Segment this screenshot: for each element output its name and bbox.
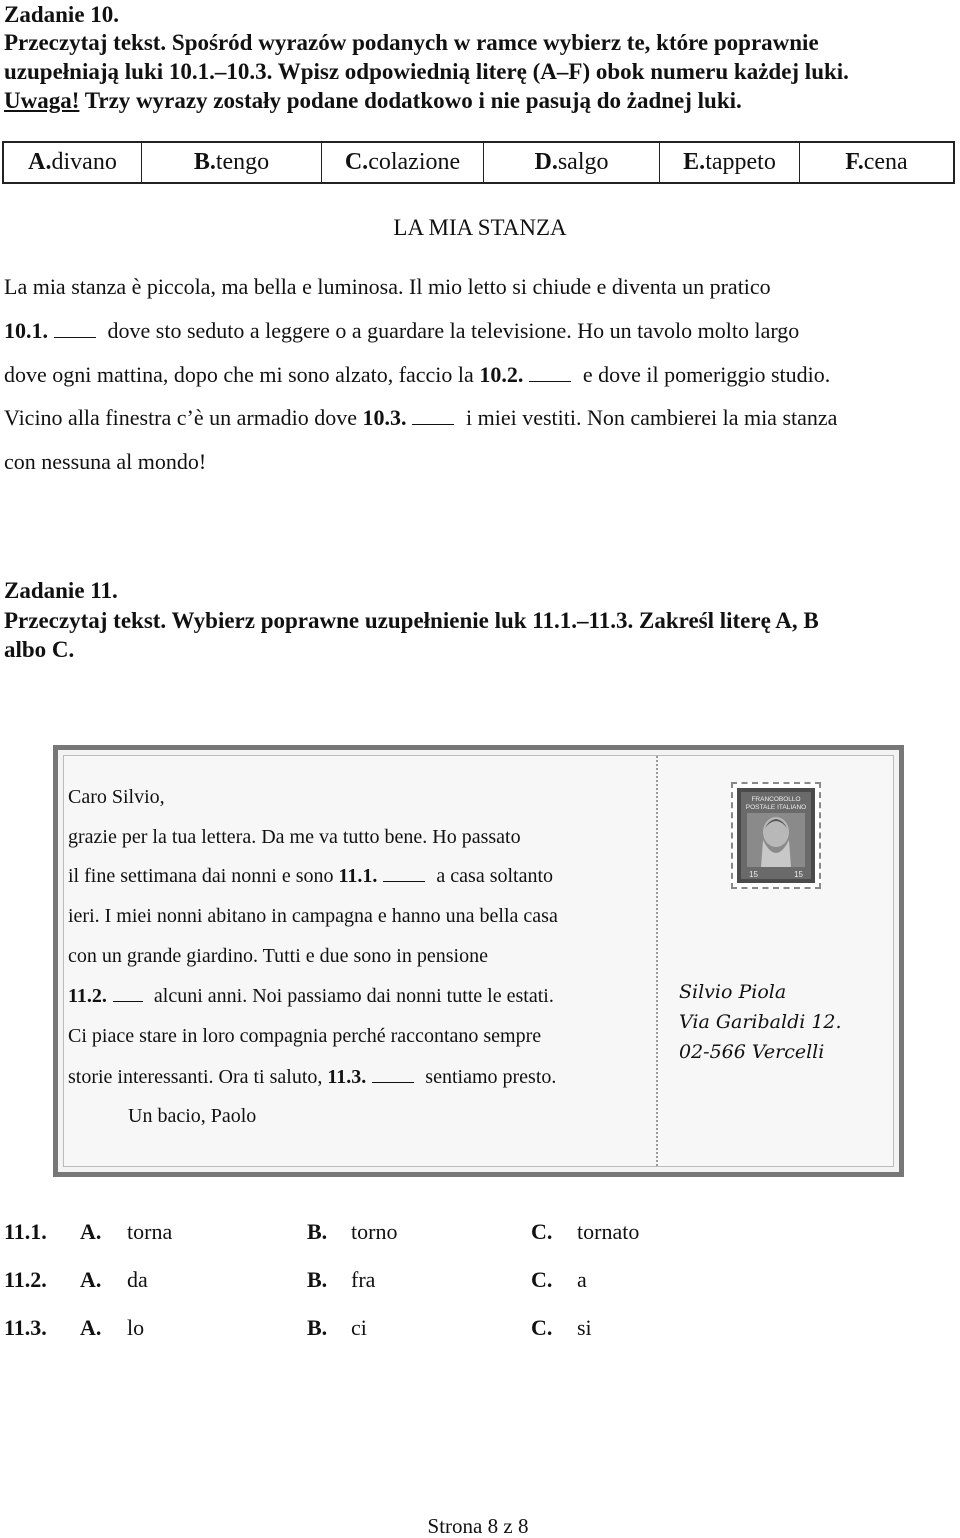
- text-line-3: dove ogni mattina, dopo che mi sono alzato, faccio la 10.2. e dove il pomeriggio studio.: [4, 362, 831, 387]
- stamp-value-right: 15: [794, 870, 803, 879]
- task10-heading: Zadanie 10.: [4, 2, 120, 27]
- text-line-5: con nessuna al mondo!: [4, 449, 207, 474]
- gap-label-10-2: 10.2.: [479, 362, 524, 387]
- text-title: LA MIA STANZA: [393, 215, 567, 240]
- task10-warning: [4, 88, 742, 114]
- option-letter-a: A.: [80, 1219, 102, 1244]
- option-num: 11.2.: [4, 1267, 47, 1292]
- page-footer: Strona 8 z 8: [427, 1514, 529, 1538]
- stamp-image-icon: [733, 784, 819, 887]
- option-letter-c: C.: [531, 1267, 553, 1292]
- letter-line-2: il fine settimana dai nonni e sono 11.1. a casa soltanto: [68, 865, 554, 887]
- stamp-text-line-2: POSTALE ITALIANO: [745, 804, 807, 811]
- option-letter-b: B.: [307, 1267, 328, 1292]
- gap-label-11-2: 11.2.: [68, 985, 107, 1007]
- option-c[interactable]: tornato: [577, 1219, 640, 1244]
- warning-text: Trzy wyrazy zostały podane dodatkowo i nie pasują do żadnej luki.: [79, 88, 742, 113]
- word-option-c: C. colazione: [322, 143, 484, 182]
- option-b[interactable]: torno: [351, 1219, 398, 1244]
- option-num: 11.3.: [4, 1315, 47, 1340]
- gap-11-2[interactable]: [113, 1000, 143, 1002]
- letter-line-7: storie interessanti. Ora ti saluto, 11.3. sentiamo presto.: [68, 1066, 557, 1088]
- option-letter-a: A.: [80, 1267, 102, 1292]
- word-option-f: F. cena: [845, 149, 908, 175]
- letter-line-6: Ci piace stare in loro compagnia perché raccontano sempre: [68, 1025, 542, 1047]
- gap-label-11-3: 11.3.: [327, 1066, 367, 1088]
- task11-instruction-line2: albo C.: [4, 637, 75, 662]
- text-line-1: La mia stanza è piccola, ma bella e luminosa. Il mio letto si chiude e diventa un pratico: [4, 274, 771, 299]
- option-c[interactable]: a: [577, 1267, 587, 1292]
- option-letter-a: A.: [80, 1315, 102, 1340]
- task10-instruction-line1: Przeczytaj tekst. Spośród wyrazów podanych w ramce wybierz te, które poprawnie: [4, 30, 819, 55]
- option-c[interactable]: si: [577, 1315, 592, 1340]
- option-a[interactable]: lo: [127, 1315, 145, 1340]
- letter-line-3: ieri. I miei nonni abitano in campagna e hanno una bella casa: [68, 905, 558, 927]
- gap-label-10-1: 10.1.: [4, 318, 48, 343]
- gap-11-1[interactable]: [383, 880, 425, 882]
- option-letter-b: B.: [307, 1315, 328, 1340]
- task10-instruction-line2: uzupełniają luki 10.1.–10.3. Wpisz odpowiednią literę (A–F) obok numeru każdej luki.: [4, 59, 849, 84]
- gap-label-10-3: 10.3.: [362, 405, 407, 430]
- letter-line-5: 11.2. alcuni anni. Noi passiamo dai nonni tutte le estati.: [68, 985, 554, 1007]
- letter-line-1: grazie per la tua lettera. Da me va tutto bene. Ho passato: [68, 826, 521, 848]
- address-name: Silvio Piola: [679, 981, 787, 1003]
- address-city: 02-566 Vercelli: [679, 1041, 825, 1063]
- option-letter-c: C.: [531, 1219, 553, 1244]
- address-street: Via Garibaldi 12.: [679, 1011, 842, 1033]
- letter-closing: Un bacio, Paolo: [128, 1105, 257, 1127]
- option-letter-b: B.: [307, 1219, 328, 1244]
- task11-instruction-line1: Przeczytaj tekst. Wybierz poprawne uzupełnienie luk 11.1.–11.3. Zakreśl literę A, B: [4, 608, 819, 633]
- word-option-a: A. divano: [4, 143, 142, 182]
- stamp-value-left: 15: [749, 870, 758, 879]
- letter-greeting: Caro Silvio,: [68, 786, 165, 808]
- word-option-b: B. tengo: [142, 143, 322, 182]
- stamp-text-line-1: FRANCOBOLLO: [751, 796, 801, 803]
- letter-divider: [656, 756, 658, 1166]
- gap-10-2[interactable]: [529, 380, 571, 382]
- word-box: [2, 141, 955, 184]
- word-option-e: E. tappeto: [660, 143, 800, 182]
- text-line-4: Vicino alla finestra c’è un armadio dove 10.3. i miei vestiti. Non cambierei la mia stanza: [4, 405, 838, 430]
- gap-11-3[interactable]: [372, 1081, 414, 1083]
- text-line-2: 10.1. dove sto seduto a leggere o a guardare la televisione. Ho un tavolo molto largo: [4, 318, 800, 343]
- option-b[interactable]: ci: [351, 1315, 367, 1340]
- option-letter-c: C.: [531, 1315, 553, 1340]
- gap-10-1[interactable]: [54, 336, 96, 338]
- warning-label: Uwaga!: [4, 88, 80, 113]
- option-b[interactable]: fra: [351, 1267, 376, 1292]
- option-a[interactable]: da: [127, 1267, 148, 1292]
- letter-line-4: con un grande giardino. Tutti e due sono in pensione: [68, 945, 488, 967]
- postage-stamp: [731, 782, 821, 889]
- option-a[interactable]: torna: [127, 1219, 173, 1244]
- option-num: 11.1.: [4, 1219, 47, 1244]
- gap-10-3[interactable]: [412, 423, 454, 425]
- word-option-d: D. salgo: [484, 143, 660, 182]
- gap-label-11-1: 11.1.: [338, 865, 378, 887]
- task11-heading: Zadanie 11.: [4, 578, 118, 603]
